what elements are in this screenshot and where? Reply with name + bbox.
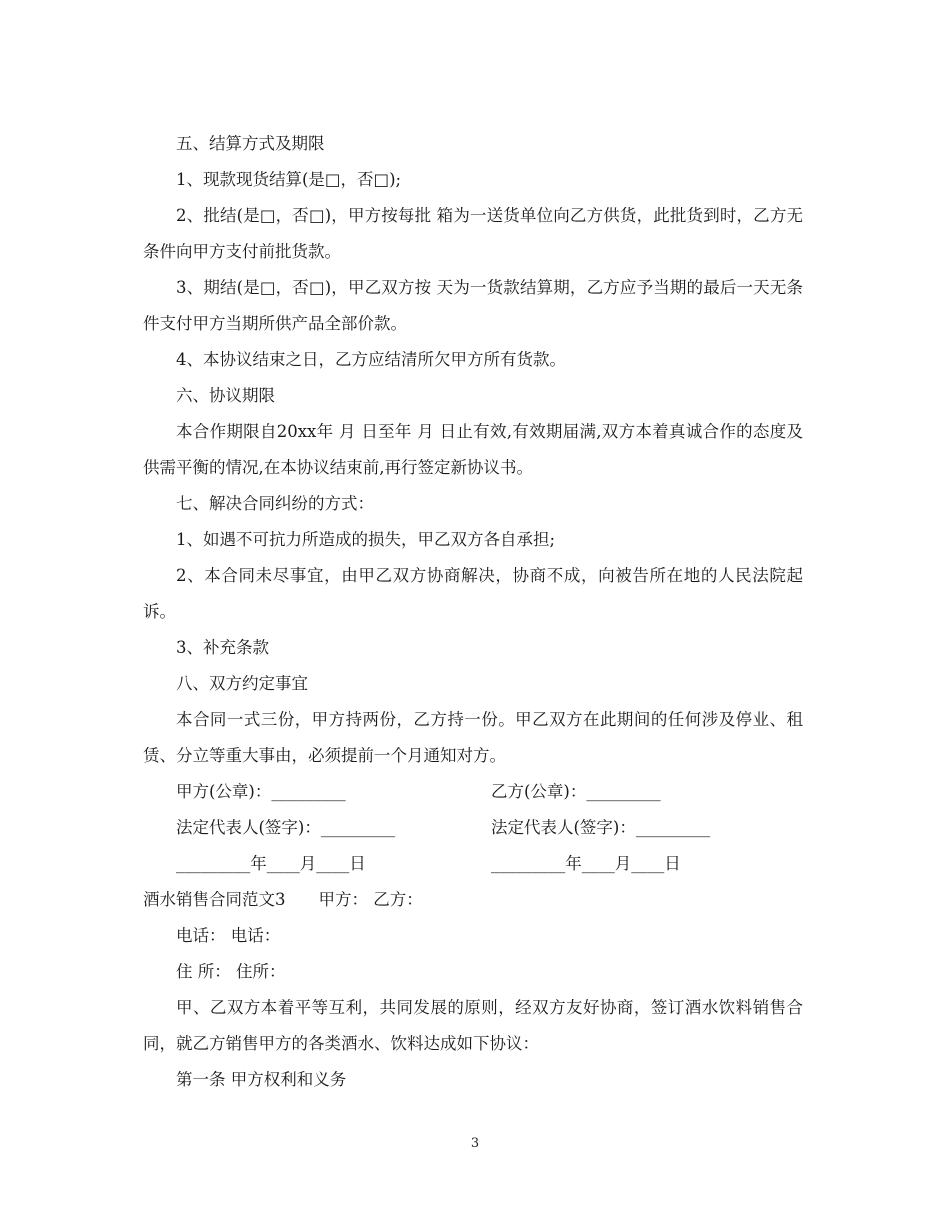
section-5-heading: 五、结算方式及期限 [176, 134, 325, 153]
party-b-date-field: _________年____月____日 [491, 854, 681, 873]
article-1-heading: 第一条 甲方权利和义务 [176, 1070, 347, 1089]
section-7-item-1: 1、如遇不可抗力所造成的损失，甲乙双方各自承担; [176, 530, 556, 549]
section-8-heading: 八、双方约定事宜 [176, 674, 308, 693]
party-b-rep-field: 法定代表人(签字)：_________ [491, 818, 711, 837]
section-8-body: 本合同一式三份，甲方持两份，乙方持一份。甲乙双方在此期间的任何涉及停业、租赁、分立等重大事由，必须提前一个月通知对方。 [143, 710, 803, 765]
section-6-body: 本合作期限自20xx年 月 日至年 月 日止有效,有效期届满,双方本着真诚合作的态度及供需平衡的情况,在本协议结束前,再行签定新协议书。 [143, 422, 803, 477]
signature-rep-row [143, 810, 803, 846]
section-6-heading: 六、协议期限 [176, 386, 275, 405]
contract-body [143, 126, 803, 1098]
address-line: 住 所： 住所： [176, 962, 286, 981]
section-5-item-3: 3、期结(是□，否□)，甲乙双方按 天为一货款结算期，乙方应予当期的最后一天无条件支付甲方当期所供产品全部价款。 [143, 278, 803, 333]
phone-line: 电话： 电话： [176, 926, 281, 945]
section-7-heading: 七、解决合同纠纷的方式： [176, 494, 374, 513]
signature-date-row [143, 846, 803, 882]
next-contract-heading: 酒水销售合同范文3 甲方： 乙方： [143, 890, 423, 909]
party-b-seal-field: 乙方(公章)：_________ [491, 782, 661, 801]
signature-seal-row [143, 774, 803, 810]
section-7-item-3: 3、补充条款 [176, 638, 269, 657]
section-5-item-1: 1、现款现货结算(是□，否□); [176, 170, 402, 189]
section-5-item-4: 4、本协议结束之日，乙方应结清所欠甲方所有货款。 [176, 350, 566, 369]
section-5-item-2: 2、批结(是□，否□)，甲方按每批 箱为一送货单位向乙方供货，此批货到时，乙方无条件向甲方支付前批货款。 [143, 206, 803, 261]
page-number: 3 [470, 1136, 480, 1151]
section-7-item-2: 2、本合同未尽事宜，由甲乙双方协商解决，协商不成，向被告所在地的人民法院起诉。 [143, 566, 803, 621]
party-a-date-field: _________年____月____日 [176, 854, 366, 873]
party-a-seal-field: 甲方(公章)：_________ [176, 782, 346, 801]
contract-intro: 甲、乙双方本着平等互利，共同发展的原则，经双方友好协商，签订酒水饮料销售合同，就乙方销售甲方的各类酒水、饮料达成如下协议： [143, 998, 803, 1053]
party-a-rep-field: 法定代表人(签字)：_________ [176, 818, 396, 837]
